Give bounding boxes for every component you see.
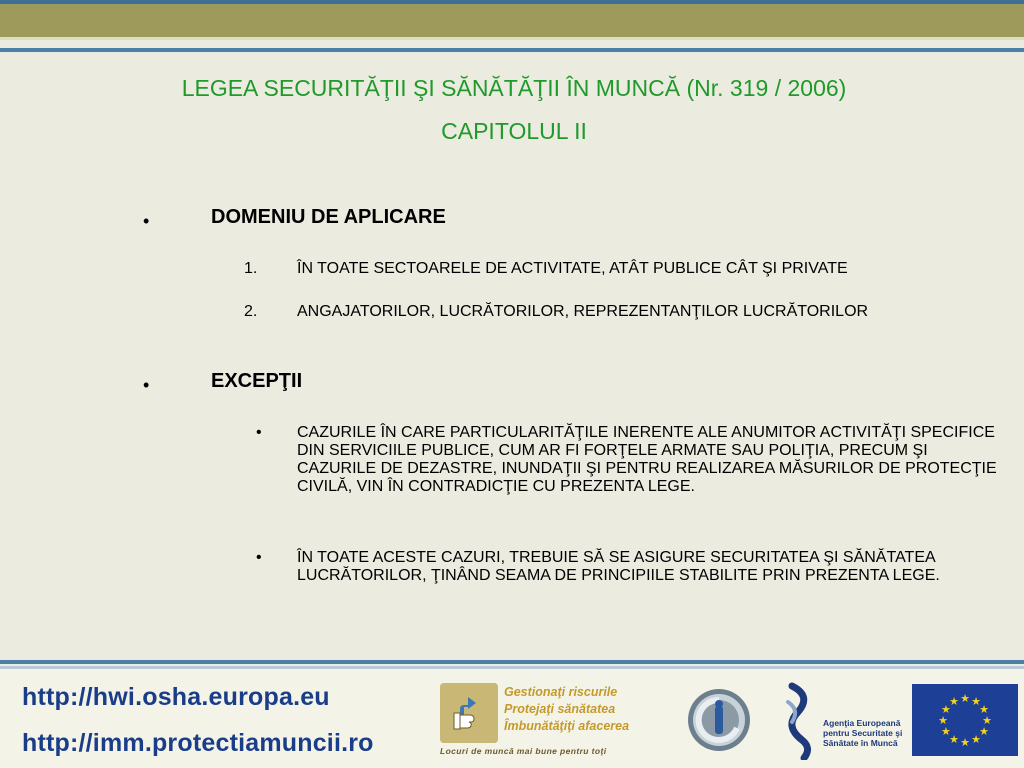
list-marker: 1. — [244, 260, 258, 277]
list-item: ÎN TOATE ACESTE CAZURI, TREBUIE SĂ SE ASIGURE SECURITATEA ŞI SĂNĂTATEA LUCRĂTORILOR, ŢINÂND SEAMA DE PRINCIPIILE STABILITE PRIN PREZENTA LEGE. — [297, 549, 940, 584]
agency-line: pentru Securitate şi — [823, 728, 903, 738]
header-edge — [0, 0, 1024, 4]
campaign-tagline: Locuri de muncă mai bune pentru toţi — [440, 746, 607, 756]
slide-title: LEGEA SECURITĂŢII ŞI SĂNĂTĂŢII ÎN MUNCĂ (Nr. 319 / 2006) — [181, 75, 847, 101]
bullet-marker: • — [143, 211, 150, 231]
agency-name — [823, 718, 902, 748]
campaign-line-3: Îmbunătăţiţi afacerea — [504, 719, 630, 733]
section-heading-domeniu: DOMENIU DE APLICARE — [211, 206, 446, 228]
eu-star-icon: ★ — [949, 734, 959, 747]
eu-star-icon: ★ — [971, 734, 981, 747]
link-hwi-osha[interactable]: http://hwi.osha.europa.eu — [22, 683, 330, 711]
list-item: ÎN TOATE SECTOARELE DE ACTIVITATE, ATÂT PUBLICE CÂT ŞI PRIVATE — [297, 260, 848, 277]
list-marker: • — [256, 424, 262, 441]
eu-star-icon: ★ — [979, 704, 989, 716]
campaign-line-1: Gestionaţi riscurile — [504, 685, 618, 699]
eu-star-icon: ★ — [938, 715, 948, 727]
section-heading-exceptii: EXCEPŢII — [211, 370, 303, 392]
header-bar — [0, 0, 1024, 37]
agency-line: Sănătate în Muncă — [823, 738, 898, 748]
campaign-line-2: Protejaţi sănătatea — [504, 702, 616, 716]
eu-star-icon: ★ — [960, 737, 970, 749]
hwi-logo-icon — [440, 683, 498, 743]
eu-star-icon: ★ — [941, 704, 951, 716]
eu-star-icon: ★ — [971, 695, 981, 708]
agency-line: Agenţia Europeană — [823, 718, 901, 728]
header-divider — [0, 37, 1024, 40]
eu-star-icon: ★ — [979, 726, 989, 738]
list-item: ANGAJATORILOR, LUCRĂTORILOR, REPREZENTANŢILOR LUCRĂTORILOR — [297, 303, 869, 320]
link-protectiamuncii[interactable]: http://imm.protectiamuncii.ro — [22, 729, 374, 757]
footer-divider-blue — [0, 660, 1024, 664]
header-divider-blue — [0, 48, 1024, 52]
list-marker: • — [256, 549, 262, 566]
list-marker: 2. — [244, 303, 258, 320]
eu-star-icon: ★ — [982, 715, 992, 727]
eu-star-icon: ★ — [941, 726, 951, 738]
inspection-logo-icon — [684, 682, 754, 758]
list-item: CAZURILE ÎN CARE PARTICULARITĂŢILE INERENTE ALE ANUMITOR ACTIVITĂŢI SPECIFICE DIN SERVICIILE PUBLICE, CUM AR FI FORŢELE ARMATE SAU POLIŢIA, PRECUM ŞI CAZURILE DE DEZASTRE, INUNDAŢII ŞI PENTRU REALIZAREA MĂSURILOR DE PROTECŢIE CIVILĂ, VIN ÎN CONTRADICŢIE CU PREZENTA LEGE. — [297, 424, 997, 495]
eu-star-icon: ★ — [949, 695, 959, 708]
eu-flag-icon — [912, 684, 1018, 756]
bullet-marker: • — [143, 375, 150, 395]
slide-subtitle: CAPITOLUL II — [441, 118, 587, 144]
eu-star-icon: ★ — [960, 693, 970, 705]
